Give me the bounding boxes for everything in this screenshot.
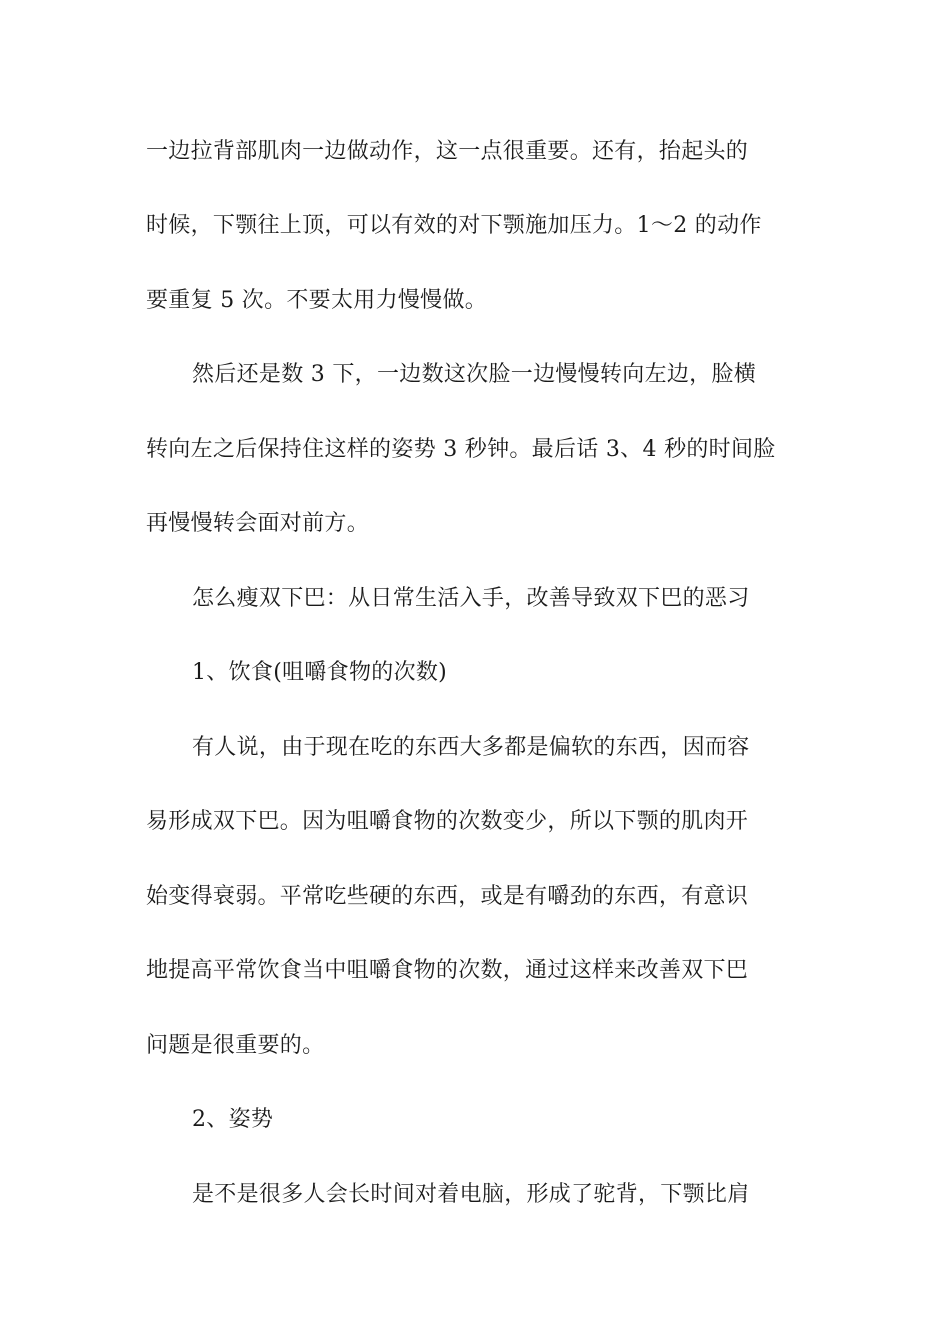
text-line: 要重复 5 次。不要太用力慢慢做。 (146, 288, 488, 313)
text-line: 一边拉背部肌肉一边做动作，这一点很重要。还有，抬起头的 (146, 139, 749, 164)
paragraph-first-line: 是不是很多人会长时间对着电脑，形成了驼背，下颚比肩 (192, 1182, 750, 1207)
text-line: 再慢慢转会面对前方。 (146, 511, 370, 536)
subsection-heading-posture: 2、姿势 (192, 1107, 274, 1132)
text-line: 地提高平常饮食当中咀嚼食物的次数，通过这样来改善双下巴 (146, 958, 749, 983)
paragraph-first-line: 然后还是数 3 下，一边数这次脸一边慢慢转向左边，脸横 (192, 362, 757, 387)
text-line: 转向左之后保持住这样的姿势 3 秒钟。最后话 3、4 秒的时间脸 (146, 437, 776, 462)
text-line: 始变得衰弱。平常吃些硬的东西，或是有嚼劲的东西，有意识 (146, 884, 749, 909)
section-heading: 怎么瘦双下巴：从日常生活入手，改善导致双下巴的恶习 (192, 586, 750, 611)
text-line: 易形成双下巴。因为咀嚼食物的次数变少，所以下颚的肌肉开 (146, 809, 749, 834)
text-line: 问题是很重要的。 (146, 1033, 325, 1058)
subsection-heading-diet: 1、饮食(咀嚼食物的次数) (192, 660, 448, 685)
paragraph-first-line: 有人说，由于现在吃的东西大多都是偏软的东西，因而容 (192, 735, 750, 760)
text-line: 时候，下颚往上顶，可以有效的对下颚施加压力。1～2 的动作 (146, 213, 762, 238)
